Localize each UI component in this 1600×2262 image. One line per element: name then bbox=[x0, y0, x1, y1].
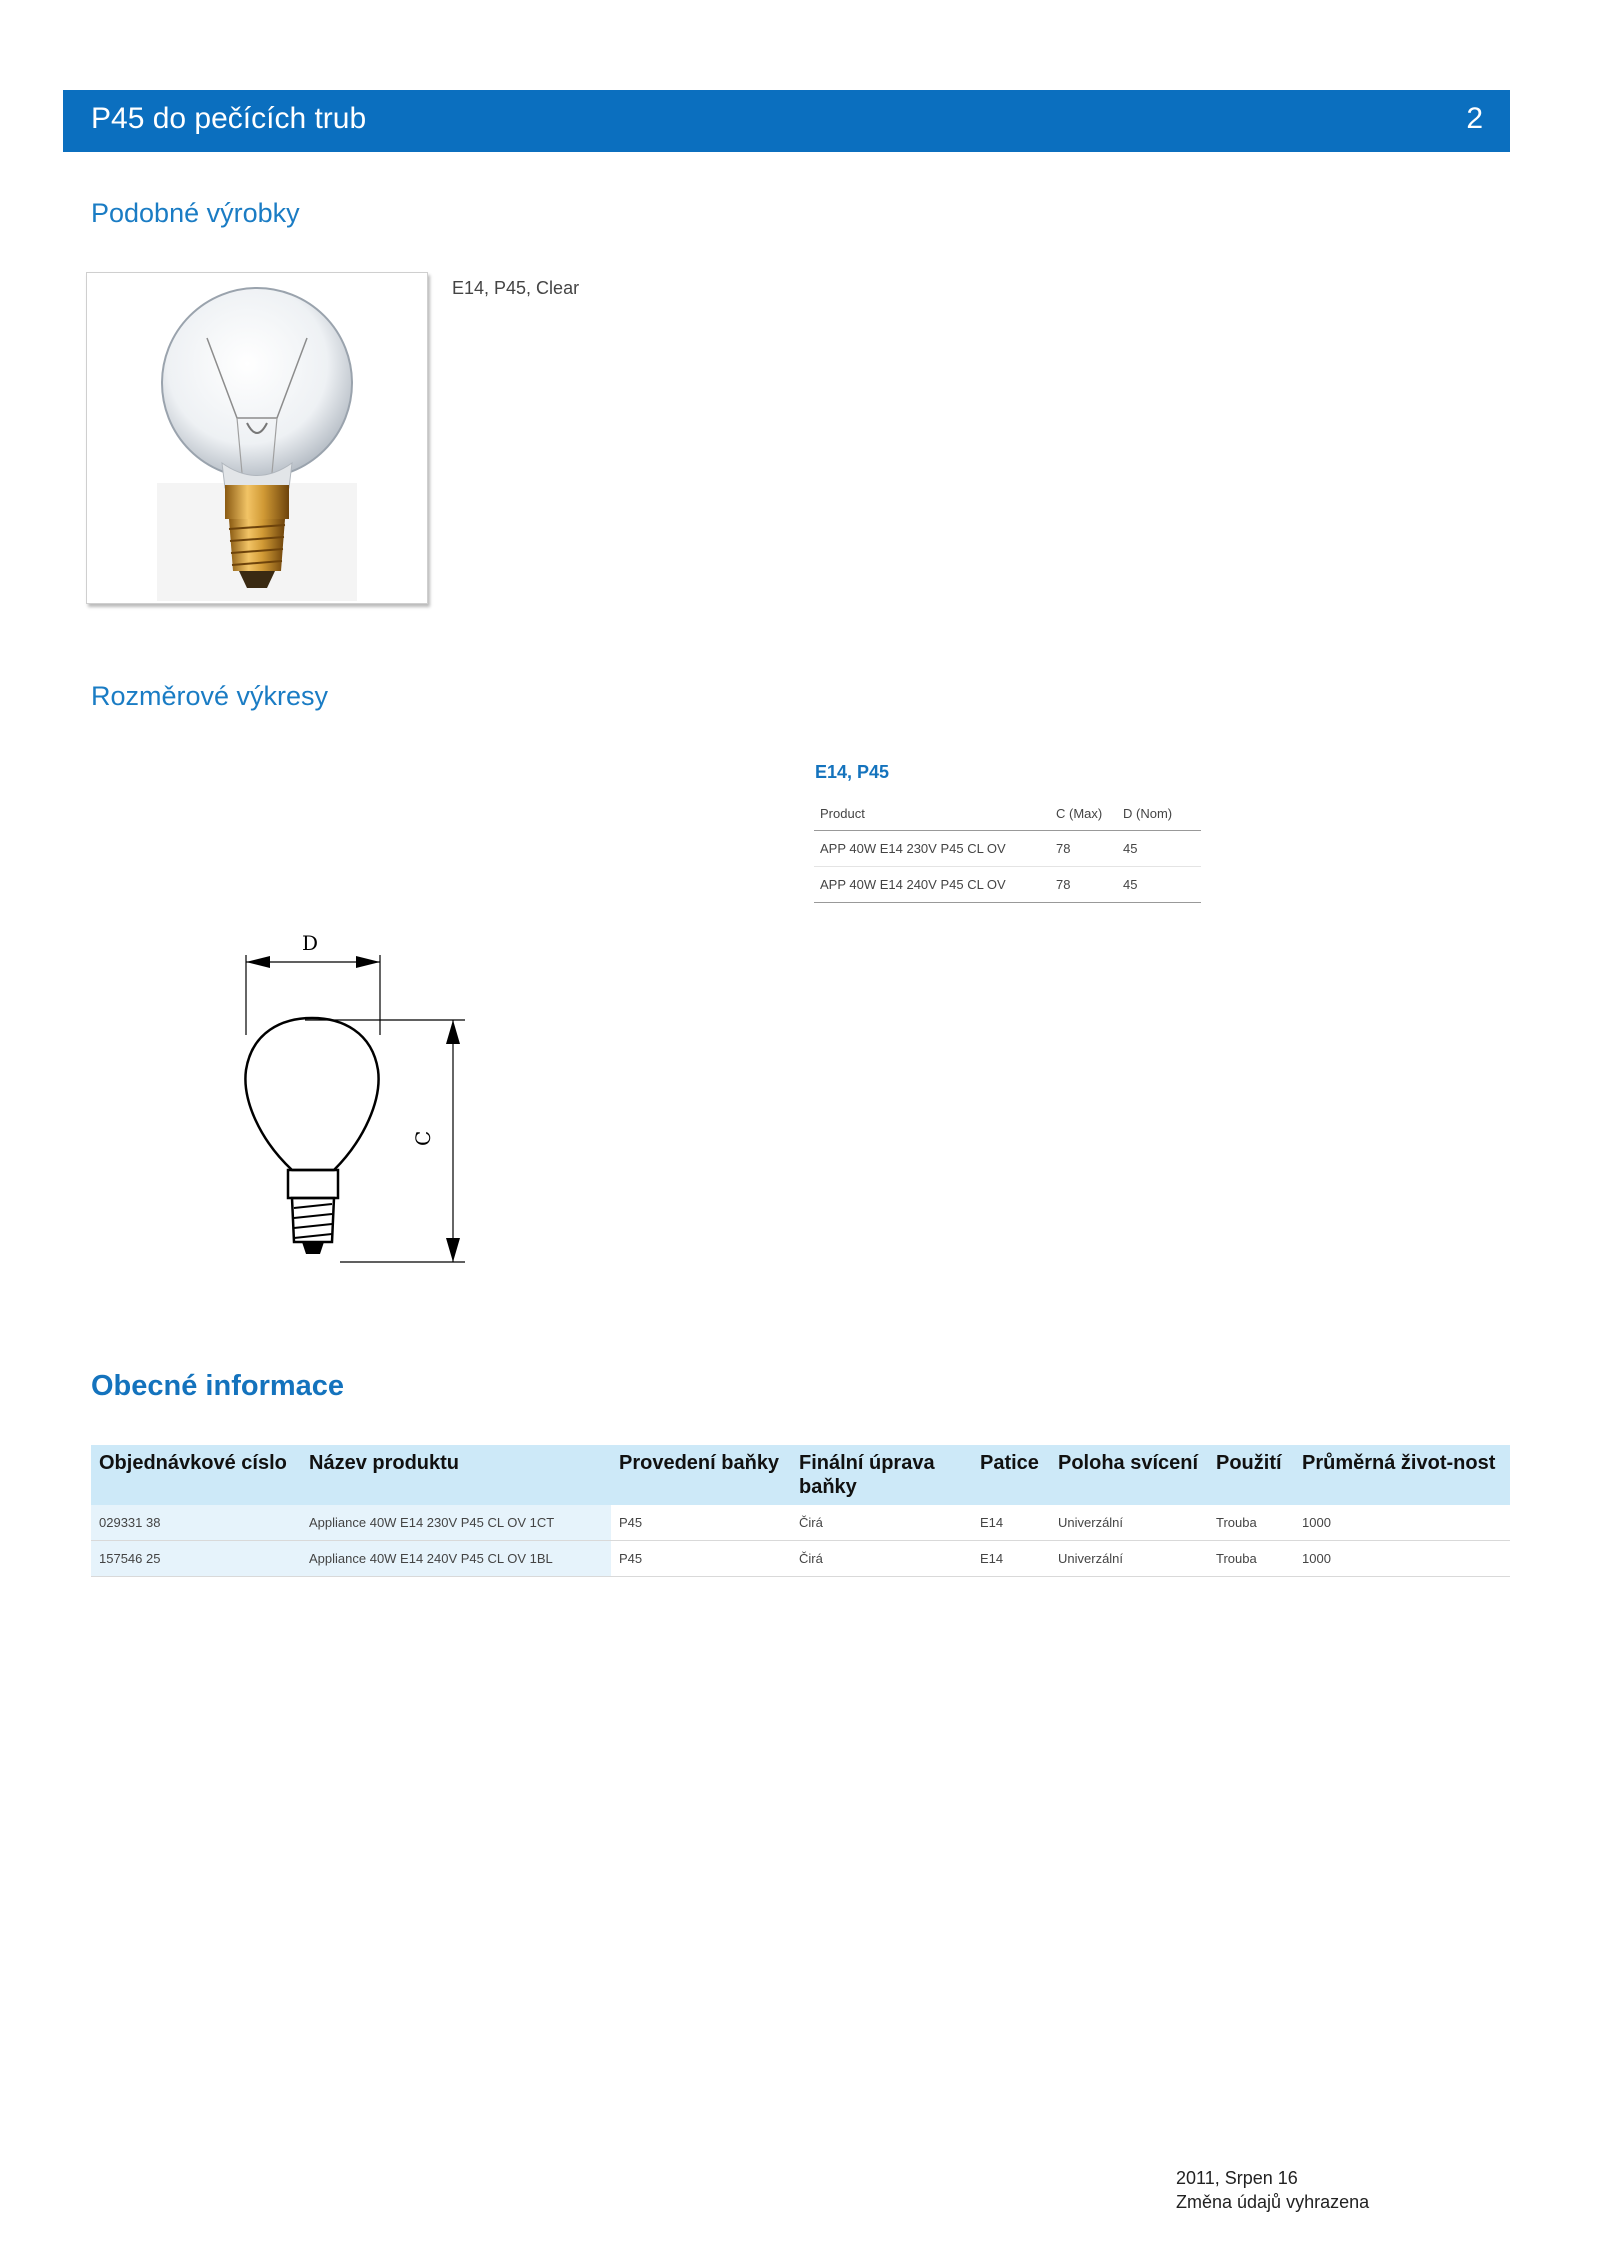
bulb-dimension-drawing bbox=[230, 920, 490, 1280]
footer-date: 2011, Srpen 16 bbox=[1176, 2168, 1298, 2188]
product-photo bbox=[86, 272, 428, 604]
info-header-bulb-type: Provedení baňky bbox=[611, 1445, 791, 1505]
table-row bbox=[814, 867, 1201, 903]
page-number: 2 bbox=[1466, 102, 1483, 135]
table-row bbox=[814, 831, 1201, 867]
info-cell-base: E14 bbox=[972, 1541, 1050, 1577]
page-title: P45 do pečících trub bbox=[91, 102, 367, 135]
info-cell-average-life: 1000 bbox=[1294, 1541, 1510, 1577]
dim-cell-d-nom: 45 bbox=[1117, 831, 1201, 867]
info-cell-average-life: 1000 bbox=[1294, 1505, 1510, 1541]
info-header-average-life: Průměrná život-nost bbox=[1294, 1445, 1510, 1505]
dim-cell-c-max: 78 bbox=[1050, 867, 1117, 903]
info-cell-order-number: 157546 25 bbox=[91, 1541, 301, 1577]
info-header-application: Použití bbox=[1208, 1445, 1294, 1505]
info-header-burning-position: Poloha svícení bbox=[1050, 1445, 1208, 1505]
info-header-product-name: Název produktu bbox=[301, 1445, 611, 1505]
similar-products-heading: Podobné výrobky bbox=[91, 198, 300, 228]
similar-product-caption: E14, P45, Clear bbox=[452, 278, 580, 298]
info-cell-product-name: Appliance 40W E14 230V P45 CL OV 1CT bbox=[301, 1505, 611, 1541]
info-cell-application: Trouba bbox=[1208, 1541, 1294, 1577]
info-cell-bulb-type: P45 bbox=[611, 1541, 791, 1577]
page-footer bbox=[1176, 2166, 1369, 2214]
info-cell-burning-position: Univerzální bbox=[1050, 1541, 1208, 1577]
dim-cell-d-nom: 45 bbox=[1117, 867, 1201, 903]
clear-bulb-photo-icon bbox=[87, 273, 427, 603]
info-header-base: Patice bbox=[972, 1445, 1050, 1505]
dim-cell-c-max: 78 bbox=[1050, 831, 1117, 867]
dimension-drawings-heading: Rozměrové výkresy bbox=[91, 681, 329, 711]
dim-header-d-nom: D (Nom) bbox=[1117, 796, 1201, 831]
info-header-order-number: Objednávkové císlo bbox=[91, 1445, 301, 1505]
dim-cell-product: APP 40W E14 240V P45 CL OV bbox=[814, 867, 1050, 903]
dimension-table bbox=[814, 796, 1201, 903]
info-cell-bulb-finish: Čirá bbox=[791, 1541, 972, 1577]
dimension-c-label: C bbox=[411, 1130, 435, 1146]
info-cell-order-number: 029331 38 bbox=[91, 1505, 301, 1541]
info-cell-burning-position: Univerzální bbox=[1050, 1505, 1208, 1541]
info-header-bulb-finish: Finální úprava baňky bbox=[791, 1445, 972, 1505]
dimension-d-label: D bbox=[302, 931, 319, 955]
info-cell-product-name: Appliance 40W E14 240V P45 CL OV 1BL bbox=[301, 1541, 611, 1577]
info-cell-application: Trouba bbox=[1208, 1505, 1294, 1541]
dimension-table-title: E14, P45 bbox=[815, 762, 890, 782]
dim-cell-product: APP 40W E14 230V P45 CL OV bbox=[814, 831, 1050, 867]
table-row bbox=[91, 1541, 1510, 1577]
general-info-heading: Obecné informace bbox=[91, 1370, 345, 1402]
info-cell-bulb-finish: Čirá bbox=[791, 1505, 972, 1541]
info-cell-base: E14 bbox=[972, 1505, 1050, 1541]
dimension-table-header bbox=[814, 796, 1201, 831]
footer-note: Změna údajů vyhrazena bbox=[1176, 2192, 1370, 2212]
dim-header-product: Product bbox=[814, 796, 1050, 831]
info-cell-bulb-type: P45 bbox=[611, 1505, 791, 1541]
dim-header-c-max: C (Max) bbox=[1050, 796, 1117, 831]
general-info-header bbox=[91, 1445, 1510, 1505]
table-row bbox=[91, 1505, 1510, 1541]
general-info-table bbox=[91, 1445, 1510, 1577]
page-header bbox=[63, 90, 1510, 152]
